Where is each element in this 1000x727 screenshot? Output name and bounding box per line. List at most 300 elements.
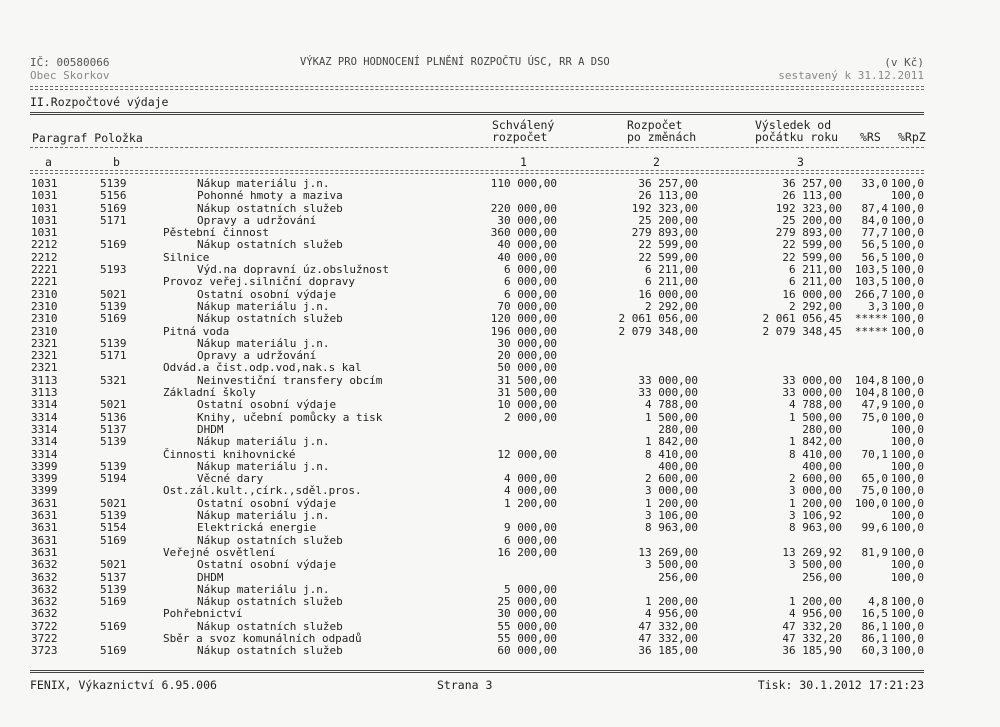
pct-rpz-cell: 100,0	[890, 459, 924, 473]
approved-budget-cell: 6 000,00	[504, 275, 557, 289]
approved-budget-cell: 6 000,00	[504, 533, 557, 547]
pct-rs-cell: 81,9	[861, 545, 888, 559]
item-name-cell: Nákup materiálu j.n.	[197, 299, 330, 313]
adjusted-budget-cell: 47 332,00	[638, 619, 698, 633]
pct-rs-cell: 103,5	[854, 263, 888, 277]
polozka-cell: 5171	[100, 213, 127, 227]
footer-software: FENIX, Výkaznictví 6.95.006	[30, 678, 217, 692]
table-row	[0, 436, 1000, 448]
paragraf-cell: 3632	[31, 595, 58, 609]
paragraf-cell: 3113	[31, 386, 58, 400]
col-index-1: 1	[520, 155, 527, 169]
item-name-cell: Nákup ostatních služeb	[197, 619, 343, 633]
col-paragraf-polozka: Paragraf Položka	[32, 131, 143, 145]
pct-rpz-cell: 100,0	[890, 607, 924, 621]
item-name-cell: Výd.na dopravní úz.obslužnost	[197, 263, 390, 277]
paragraf-cell: 2212	[31, 250, 58, 264]
adjusted-budget-cell: 4 956,00	[645, 607, 698, 621]
item-name-cell: Ostatní osobní výdaje	[197, 398, 337, 412]
paragraf-cell: 3631	[31, 509, 58, 523]
index-row-divider-2	[30, 173, 924, 174]
item-name-cell: Ostatní osobní výdaje	[197, 496, 337, 510]
paragraf-cell: 1031	[31, 226, 58, 240]
item-name-cell: DHDM	[197, 570, 224, 584]
col-rozpocet-2: po změnách	[627, 130, 697, 144]
pct-rs-cell: 4,8	[868, 595, 888, 609]
polozka-cell: 5171	[100, 349, 127, 363]
polozka-cell: 5169	[100, 201, 127, 215]
result-cell: 16 000,00	[782, 287, 842, 301]
table-bottom-rule	[30, 670, 924, 673]
result-cell: 280,00	[802, 422, 842, 436]
pct-rs-cell: 3,3	[868, 299, 888, 313]
adjusted-budget-cell: 22 599,00	[638, 250, 698, 264]
pct-rpz-cell: 100,0	[890, 410, 924, 424]
item-name-cell: Nákup materiálu j.n.	[197, 177, 330, 190]
polozka-cell: 5193	[100, 263, 127, 277]
pct-rpz-cell: 100,0	[890, 287, 924, 301]
approved-budget-cell: 40 000,00	[497, 250, 557, 264]
header-right	[778, 56, 924, 82]
paragraf-cell: 3722	[31, 619, 58, 633]
paragraf-cell: 3722	[31, 631, 58, 645]
adjusted-budget-cell: 1 200,00	[645, 496, 698, 510]
col-rpz: %RpZ	[898, 130, 926, 144]
paragraf-cell: 2221	[31, 275, 58, 289]
approved-budget-cell: 9 000,00	[504, 521, 557, 535]
paragraf-cell: 3314	[31, 398, 58, 412]
approved-budget-cell: 220 000,00	[490, 201, 557, 215]
approved-budget-cell: 12 000,00	[497, 447, 557, 461]
result-cell: 8 963,00	[789, 521, 842, 535]
polozka-cell: 5139	[100, 336, 127, 350]
pct-rpz-cell: 100,0	[890, 177, 924, 190]
pct-rpz-cell: 100,0	[890, 299, 924, 313]
group-name-cell: Sběr a svoz komunálních odpadů	[163, 631, 362, 645]
polozka-cell: 5021	[100, 287, 127, 301]
approved-budget-cell: 6 000,00	[504, 287, 557, 301]
item-name-cell: Ostatní osobní výdaje	[197, 287, 337, 301]
approved-budget-cell: 55 000,00	[497, 631, 557, 645]
approved-budget-cell: 16 200,00	[497, 545, 557, 559]
paragraf-cell: 3113	[31, 373, 58, 387]
approved-budget-cell: 25 000,00	[497, 595, 557, 609]
col-index-2: 2	[653, 155, 660, 169]
pct-rpz-cell: 100,0	[890, 521, 924, 535]
paragraf-cell: 3632	[31, 607, 58, 621]
item-name-cell: Nákup materiálu j.n.	[197, 435, 330, 449]
paragraf-cell: 3631	[31, 521, 58, 535]
paragraf-cell: 3631	[31, 545, 58, 559]
table-row	[0, 522, 1000, 534]
table-row	[0, 190, 1000, 202]
item-name-cell: Nákup ostatních služeb	[197, 201, 343, 215]
item-name-cell: Nákup materiálu j.n.	[197, 459, 330, 473]
item-name-cell: Ostatní osobní výdaje	[197, 558, 337, 572]
result-cell: 47 332,20	[782, 631, 842, 645]
result-cell: 2 061 056,45	[762, 312, 842, 326]
polozka-cell: 5021	[100, 558, 127, 572]
polozka-cell: 5139	[100, 177, 127, 190]
pct-rpz-cell: 100,0	[890, 312, 924, 326]
table-row	[0, 412, 1000, 424]
adjusted-budget-cell: 4 788,00	[645, 398, 698, 412]
pct-rs-cell: 87,4	[861, 201, 888, 215]
pct-rpz-cell: 100,0	[890, 631, 924, 645]
footer-page: Strana 3	[437, 678, 493, 692]
polozka-cell: 5021	[100, 496, 127, 510]
adjusted-budget-cell: 279 893,00	[631, 226, 698, 240]
approved-budget-cell: 31 500,00	[497, 373, 557, 387]
table-row	[0, 608, 1000, 620]
pct-rpz-cell: 100,0	[890, 201, 924, 215]
paragraf-cell: 3314	[31, 410, 58, 424]
paragraf-cell: 3632	[31, 570, 58, 584]
pct-rs-cell: 86,1	[861, 619, 888, 633]
paragraf-cell: 2310	[31, 312, 58, 326]
pct-rs-cell: *****	[854, 312, 888, 326]
adjusted-budget-cell: 8 963,00	[645, 521, 698, 535]
pct-rpz-cell: 100,0	[890, 213, 924, 227]
polozka-cell: 5194	[100, 472, 127, 486]
pct-rs-cell: 103,5	[854, 275, 888, 289]
result-cell: 1 842,00	[789, 435, 842, 449]
result-cell: 400,00	[802, 459, 842, 473]
table-row	[0, 276, 1000, 288]
table-row	[0, 547, 1000, 559]
adjusted-budget-cell: 33 000,00	[638, 386, 698, 400]
result-cell: 22 599,00	[782, 238, 842, 252]
result-cell: 3 000,00	[789, 484, 842, 498]
index-row-divider	[30, 170, 924, 171]
item-name-cell: Nákup ostatních služeb	[197, 595, 343, 609]
result-cell: 3 106,92	[789, 509, 842, 523]
paragraf-cell: 2221	[31, 263, 58, 277]
result-cell: 2 292,00	[789, 299, 842, 313]
adjusted-budget-cell: 1 200,00	[645, 595, 698, 609]
col-index-a: a	[45, 155, 52, 169]
result-cell: 25 200,00	[782, 213, 842, 227]
pct-rpz-cell: 100,0	[890, 275, 924, 289]
result-cell: 256,00	[802, 570, 842, 584]
result-cell: 8 410,00	[789, 447, 842, 461]
approved-budget-cell: 6 000,00	[504, 263, 557, 277]
item-name-cell: Nákup ostatních služeb	[197, 238, 343, 252]
adjusted-budget-cell: 13 269,00	[638, 545, 698, 559]
pct-rpz-cell: 100,0	[890, 189, 924, 203]
result-cell: 6 211,00	[789, 275, 842, 289]
pct-rs-cell: 104,8	[854, 386, 888, 400]
pct-rs-cell: 77,7	[861, 226, 888, 240]
item-name-cell: Pohonné hmoty a maziva	[197, 189, 343, 203]
section-title: II.Rozpočtové výdaje	[30, 95, 169, 109]
expense-table	[0, 178, 1000, 658]
adjusted-budget-cell: 36 257,00	[638, 177, 698, 190]
polozka-cell: 5136	[100, 410, 127, 424]
paragraf-cell: 3723	[31, 644, 58, 658]
item-name-cell: Opravy a udržování	[197, 213, 317, 227]
paragraf-cell: 3631	[31, 496, 58, 510]
table-row	[0, 264, 1000, 276]
table-row	[0, 424, 1000, 436]
pct-rpz-cell: 100,0	[890, 558, 924, 572]
pct-rpz-cell: 100,0	[890, 496, 924, 510]
item-name-cell: DHDM	[197, 422, 224, 436]
col-vysledek-2: počátku roku	[755, 130, 839, 144]
paragraf-cell: 3399	[31, 459, 58, 473]
item-name-cell: Nákup ostatních služeb	[197, 312, 343, 326]
group-name-cell: Ost.zál.kult.,círk.,sděl.pros.	[163, 484, 362, 498]
col-vysledek-1: Výsledek od	[755, 118, 832, 132]
table-row	[0, 326, 1000, 338]
group-name-cell: Činnosti knihovnické	[163, 447, 296, 461]
approved-budget-cell: 196 000,00	[490, 324, 557, 338]
result-cell: 13 269,92	[782, 545, 842, 559]
municipality-name: Obec Skorkov	[30, 69, 110, 82]
table-top-rule	[30, 112, 924, 115]
paragraf-cell: 3632	[31, 582, 58, 596]
approved-budget-cell: 30 000,00	[497, 213, 557, 227]
polozka-cell: 5139	[100, 435, 127, 449]
pct-rpz-cell: 100,0	[890, 644, 924, 658]
approved-budget-cell: 50 000,00	[497, 361, 557, 375]
item-name-cell: Opravy a udržování	[197, 349, 317, 363]
pct-rpz-cell: 100,0	[890, 509, 924, 523]
polozka-cell: 5169	[100, 312, 127, 326]
table-row	[0, 498, 1000, 510]
adjusted-budget-cell: 2 292,00	[645, 299, 698, 313]
approved-budget-cell: 20 000,00	[497, 349, 557, 363]
table-row	[0, 252, 1000, 264]
approved-budget-cell: 120 000,00	[490, 312, 557, 326]
table-row	[0, 485, 1000, 497]
col-index-b: b	[113, 155, 120, 169]
group-name-cell: Veřejné osvětlení	[163, 545, 276, 559]
result-cell: 33 000,00	[782, 386, 842, 400]
pct-rpz-cell: 100,0	[890, 250, 924, 264]
result-cell: 22 599,00	[782, 250, 842, 264]
pct-rs-cell: 33,0	[861, 177, 888, 190]
pct-rs-cell: 16,5	[861, 607, 888, 621]
pct-rpz-cell: 100,0	[890, 422, 924, 436]
pct-rs-cell: 266,7	[854, 287, 888, 301]
result-cell: 1 200,00	[789, 595, 842, 609]
paragraf-cell: 3399	[31, 484, 58, 498]
item-name-cell: Věcné dary	[197, 472, 264, 486]
polozka-cell: 5139	[100, 459, 127, 473]
col-schvaleny-1: Schválený	[492, 118, 555, 132]
col-rs: %RS	[860, 130, 881, 144]
pct-rpz-cell: 100,0	[890, 373, 924, 387]
paragraf-cell: 2321	[31, 336, 58, 350]
table-row	[0, 473, 1000, 485]
table-row	[0, 362, 1000, 374]
approved-budget-cell: 1 200,00	[504, 496, 557, 510]
adjusted-budget-cell: 8 410,00	[645, 447, 698, 461]
result-cell: 26 113,00	[782, 189, 842, 203]
polozka-cell: 5137	[100, 422, 127, 436]
adjusted-budget-cell: 192 323,00	[631, 201, 698, 215]
result-cell: 1 500,00	[789, 410, 842, 424]
approved-budget-cell: 2 000,00	[504, 410, 557, 424]
group-name-cell: Pěstební činnost	[163, 226, 269, 240]
pct-rpz-cell: 100,0	[890, 435, 924, 449]
adjusted-budget-cell: 1 842,00	[645, 435, 698, 449]
pct-rpz-cell: 100,0	[890, 619, 924, 633]
report-date: sestavený k 31.12.2011	[778, 69, 924, 82]
paragraf-cell: 3399	[31, 472, 58, 486]
table-row	[0, 399, 1000, 411]
adjusted-budget-cell: 33 000,00	[638, 373, 698, 387]
pct-rpz-cell: 100,0	[890, 472, 924, 486]
paragraf-cell: 2321	[31, 349, 58, 363]
table-row	[0, 572, 1000, 584]
paragraf-cell: 2310	[31, 324, 58, 338]
adjusted-budget-cell: 400,00	[658, 459, 698, 473]
group-name-cell: Pitná voda	[163, 324, 230, 338]
polozka-cell: 5021	[100, 398, 127, 412]
paragraf-cell: 3314	[31, 447, 58, 461]
pct-rs-cell: 84,0	[861, 213, 888, 227]
pct-rpz-cell: 100,0	[890, 447, 924, 461]
adjusted-budget-cell: 3 106,00	[645, 509, 698, 523]
polozka-cell: 5139	[100, 299, 127, 313]
result-cell: 279 893,00	[775, 226, 842, 240]
pct-rs-cell: 65,0	[861, 472, 888, 486]
result-cell: 47 332,20	[782, 619, 842, 633]
polozka-cell: 5169	[100, 595, 127, 609]
group-name-cell: Silnice	[163, 250, 210, 264]
pct-rs-cell: 100,0	[854, 496, 888, 510]
approved-budget-cell: 30 000,00	[497, 336, 557, 350]
approved-budget-cell: 55 000,00	[497, 619, 557, 633]
adjusted-budget-cell: 6 211,00	[645, 263, 698, 277]
group-name-cell: Základní školy	[163, 386, 256, 400]
result-cell: 1 200,00	[789, 496, 842, 510]
adjusted-budget-cell: 26 113,00	[638, 189, 698, 203]
pct-rpz-cell: 100,0	[890, 595, 924, 609]
table-row	[0, 313, 1000, 325]
adjusted-budget-cell: 2 079 348,00	[618, 324, 698, 338]
header-left	[30, 56, 109, 82]
polozka-cell: 5156	[100, 189, 127, 203]
pct-rs-cell: 86,1	[861, 631, 888, 645]
polozka-cell: 5321	[100, 373, 127, 387]
adjusted-budget-cell: 25 200,00	[638, 213, 698, 227]
paragraf-cell: 3314	[31, 435, 58, 449]
item-name-cell: Nákup ostatních služeb	[197, 533, 343, 547]
table-row	[0, 559, 1000, 571]
pct-rpz-cell: 100,0	[890, 324, 924, 338]
adjusted-budget-cell: 22 599,00	[638, 238, 698, 252]
pct-rpz-cell: 100,0	[890, 570, 924, 584]
table-row	[0, 449, 1000, 461]
table-row	[0, 239, 1000, 251]
pct-rs-cell: 99,6	[861, 521, 888, 535]
result-cell: 36 257,00	[782, 177, 842, 190]
adjusted-budget-cell: 280,00	[658, 422, 698, 436]
pct-rs-cell: 104,8	[854, 373, 888, 387]
result-cell: 33 000,00	[782, 373, 842, 387]
result-cell: 36 185,90	[782, 644, 842, 658]
column-head-divider	[30, 147, 924, 148]
paragraf-cell: 2212	[31, 238, 58, 252]
adjusted-budget-cell: 256,00	[658, 570, 698, 584]
approved-budget-cell: 40 000,00	[497, 238, 557, 252]
col-schvaleny-2: rozpočet	[492, 130, 548, 144]
result-cell: 3 500,00	[789, 558, 842, 572]
approved-budget-cell: 10 000,00	[497, 398, 557, 412]
adjusted-budget-cell: 47 332,00	[638, 631, 698, 645]
result-cell: 4 788,00	[789, 398, 842, 412]
polozka-cell: 5169	[100, 238, 127, 252]
footer-print-time: Tisk: 30.1.2012 17:21:23	[757, 678, 924, 692]
pct-rpz-cell: 100,0	[890, 398, 924, 412]
paragraf-cell: 3631	[31, 533, 58, 547]
col-index-3: 3	[797, 155, 804, 169]
paragraf-cell: 2310	[31, 287, 58, 301]
item-name-cell: Knihy, učební pomůcky a tisk	[197, 410, 383, 424]
polozka-cell: 5137	[100, 570, 127, 584]
approved-budget-cell: 4 000,00	[504, 484, 557, 498]
adjusted-budget-cell: 6 211,00	[645, 275, 698, 289]
item-name-cell: Nákup materiálu j.n.	[197, 582, 330, 596]
header-divider	[30, 86, 924, 87]
pct-rs-cell: *****	[854, 324, 888, 338]
paragraf-cell: 1031	[31, 213, 58, 227]
adjusted-budget-cell: 36 185,00	[638, 644, 698, 658]
item-name-cell: Elektrická energie	[197, 521, 317, 535]
pct-rs-cell: 75,0	[861, 410, 888, 424]
paragraf-cell: 2321	[31, 361, 58, 375]
col-rozpocet-1: Rozpočet	[627, 118, 683, 132]
adjusted-budget-cell: 3 500,00	[645, 558, 698, 572]
pct-rs-cell: 70,1	[861, 447, 888, 461]
pct-rpz-cell: 100,0	[890, 545, 924, 559]
item-name-cell: Nákup materiálu j.n.	[197, 336, 330, 350]
paragraf-cell: 3314	[31, 422, 58, 436]
approved-budget-cell: 4 000,00	[504, 472, 557, 486]
pct-rpz-cell: 100,0	[890, 263, 924, 277]
approved-budget-cell: 30 000,00	[497, 607, 557, 621]
paragraf-cell: 1031	[31, 201, 58, 215]
approved-budget-cell: 31 500,00	[497, 386, 557, 400]
result-cell: 4 956,00	[789, 607, 842, 621]
approved-budget-cell: 110 000,00	[490, 177, 557, 190]
table-row	[0, 461, 1000, 473]
polozka-cell: 5169	[100, 644, 127, 658]
pct-rpz-cell: 100,0	[890, 238, 924, 252]
adjusted-budget-cell: 1 500,00	[645, 410, 698, 424]
group-name-cell: Odvád.a čist.odp.vod,nak.s kal	[163, 361, 362, 375]
item-name-cell: Neinvestiční transfery obcím	[197, 373, 383, 387]
polozka-cell: 5139	[100, 509, 127, 523]
result-cell: 6 211,00	[789, 263, 842, 277]
polozka-cell: 5169	[100, 619, 127, 633]
item-name-cell: Nákup ostatních služeb	[197, 644, 343, 658]
pct-rs-cell: 47,9	[861, 398, 888, 412]
table-row	[0, 645, 1000, 657]
adjusted-budget-cell: 2 600,00	[645, 472, 698, 486]
header-divider-2	[30, 89, 924, 90]
pct-rpz-cell: 100,0	[890, 226, 924, 240]
approved-budget-cell: 60 000,00	[497, 644, 557, 658]
result-cell: 2 079 348,45	[762, 324, 842, 338]
pct-rs-cell: 75,0	[861, 484, 888, 498]
paragraf-cell: 2310	[31, 299, 58, 313]
item-name-cell: Nákup materiálu j.n.	[197, 509, 330, 523]
table-row	[0, 178, 1000, 190]
